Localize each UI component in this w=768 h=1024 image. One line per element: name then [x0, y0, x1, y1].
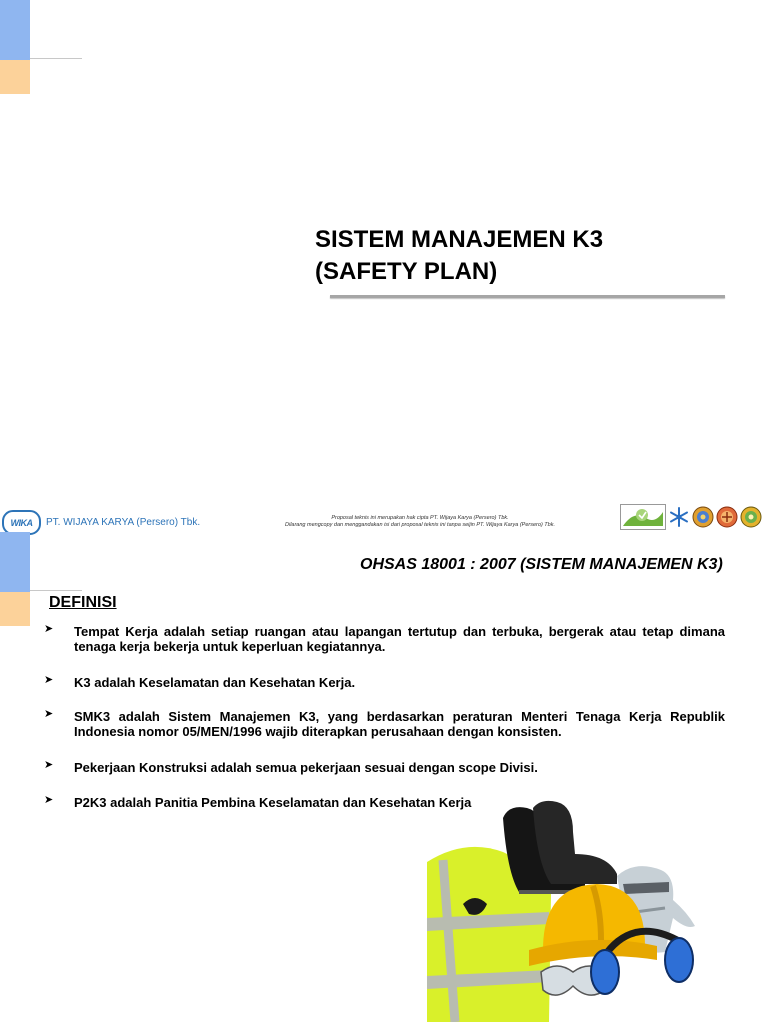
title-line-2: (SAFETY PLAN) — [315, 258, 498, 285]
section-title: DEFINISI — [49, 594, 117, 611]
definition-item-5: P2K3 adalah Panitia Pembina Keselamatan dan Kesehatan Kerja — [74, 795, 472, 810]
iso-cert-icon-2 — [716, 506, 738, 528]
slide-title — [315, 224, 603, 288]
accent-line-2 — [30, 590, 82, 591]
copyright-line-1: Proposal teknis ini merupakan hak cipta PT. Wijaya Karya (Persero) Tbk. — [331, 515, 509, 521]
copyright-note — [240, 515, 600, 529]
bullet-arrow-icon: ➤ — [44, 794, 54, 806]
definition-item-4: Pekerjaan Konstruksi adalah semua pekerjaan sesuai dengan scope Divisi. — [74, 760, 538, 775]
company-name: PT. WIJAYA KARYA (Persero) Tbk. — [46, 517, 201, 528]
copyright-line-2: Dilarang mengcopy dan menggandakan isi dari proposal teknis ini tanpa seijin PT. Wijaya Karya (Persero) Tbk. — [285, 522, 555, 528]
title-underline — [330, 295, 725, 298]
bullet-arrow-icon: ➤ — [44, 674, 54, 686]
certification-logos — [620, 504, 762, 530]
accent-bar-orange — [0, 60, 30, 94]
safety-equipment-image — [425, 800, 715, 1022]
snowflake-cert-icon — [668, 506, 690, 528]
definition-item-2: K3 adalah Keselamatan dan Kesehatan Kerja. — [74, 675, 356, 690]
accent-line — [30, 58, 82, 59]
wika-logo-icon: WIKA — [2, 510, 41, 535]
definition-item-1: Tempat Kerja adalah setiap ruangan atau lapangan tertutup dan terbuka, bergerak atau tetap dimana tenaga kerja bekerja untuk keperluan kegiatannya. — [74, 624, 725, 654]
slide-header: OHSAS 18001 : 2007 (SISTEM MANAJEMEN K3) — [360, 556, 723, 573]
bullet-arrow-icon: ➤ — [44, 759, 54, 771]
iso-cert-icon-1 — [692, 506, 714, 528]
accent-bar-blue-2 — [0, 532, 30, 592]
safety-boots-icon — [503, 801, 617, 894]
bullet-arrow-icon: ➤ — [44, 708, 54, 720]
accent-bar-blue — [0, 0, 30, 60]
bullet-arrow-icon: ➤ — [44, 623, 54, 635]
title-line-1: SISTEM MANAJEMEN K3 — [315, 226, 604, 253]
definition-item-3: SMK3 adalah Sistem Manajemen K3, yang berdasarkan peraturan Menteri Tenaga Kerja Republik Indonesia nomor 05/MEN/1996 wajib diterapkan perusahaan dengan konsisten. — [74, 709, 725, 739]
iso-cert-icon-3 — [740, 506, 762, 528]
environment-cert-icon — [620, 504, 666, 530]
company-logo — [2, 510, 200, 535]
accent-bar-orange-2 — [0, 592, 30, 626]
